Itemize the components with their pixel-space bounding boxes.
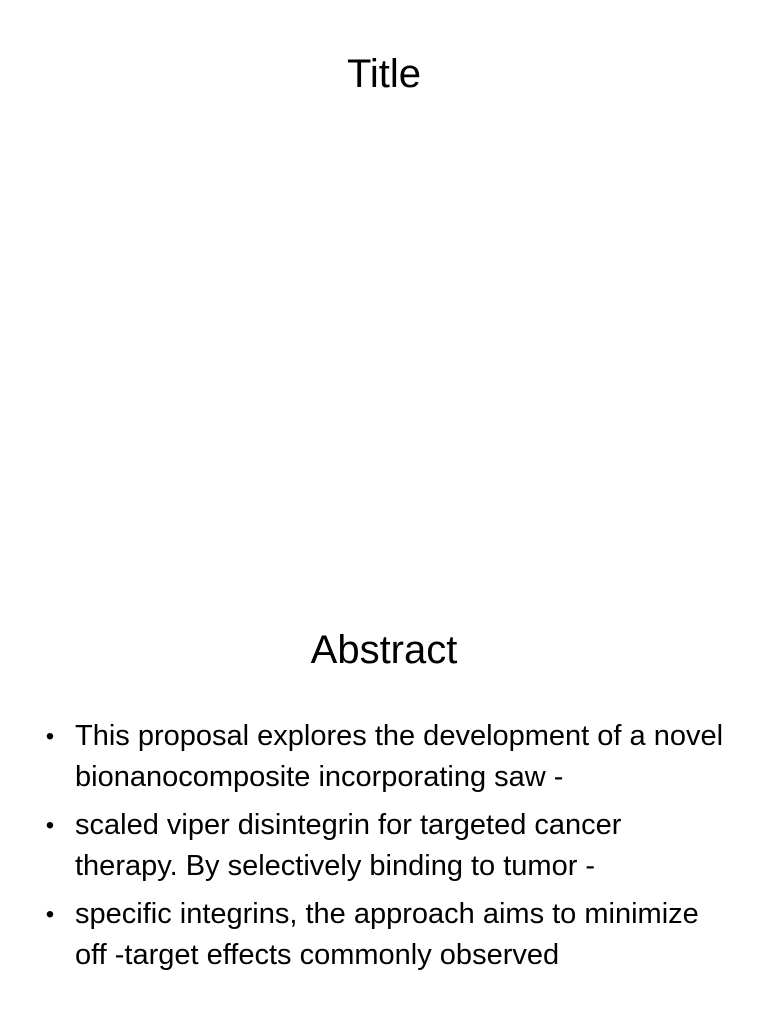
bullet-dot-icon: • <box>45 723 55 750</box>
abstract-bullet-text: This proposal explores the development of a novel bionanocomposite incorporating saw - <box>75 720 724 793</box>
bullet-dot-icon: • <box>45 901 55 928</box>
abstract-bullet-text: scaled viper disintegrin for targeted cancer therapy. By selectively binding to tumor - <box>75 809 622 882</box>
abstract-bullet-list <box>44 716 724 983</box>
slide-title: Title <box>346 52 422 96</box>
abstract-bullet-item <box>44 894 724 976</box>
abstract-bullet-item <box>44 716 724 798</box>
bullet-dot-icon: • <box>45 812 55 839</box>
abstract-bullet-text: specific integrins, the approach aims to minimize off -target effects commonly observed <box>75 898 699 971</box>
abstract-bullet-item <box>44 805 724 887</box>
abstract-heading: Abstract <box>310 628 458 672</box>
